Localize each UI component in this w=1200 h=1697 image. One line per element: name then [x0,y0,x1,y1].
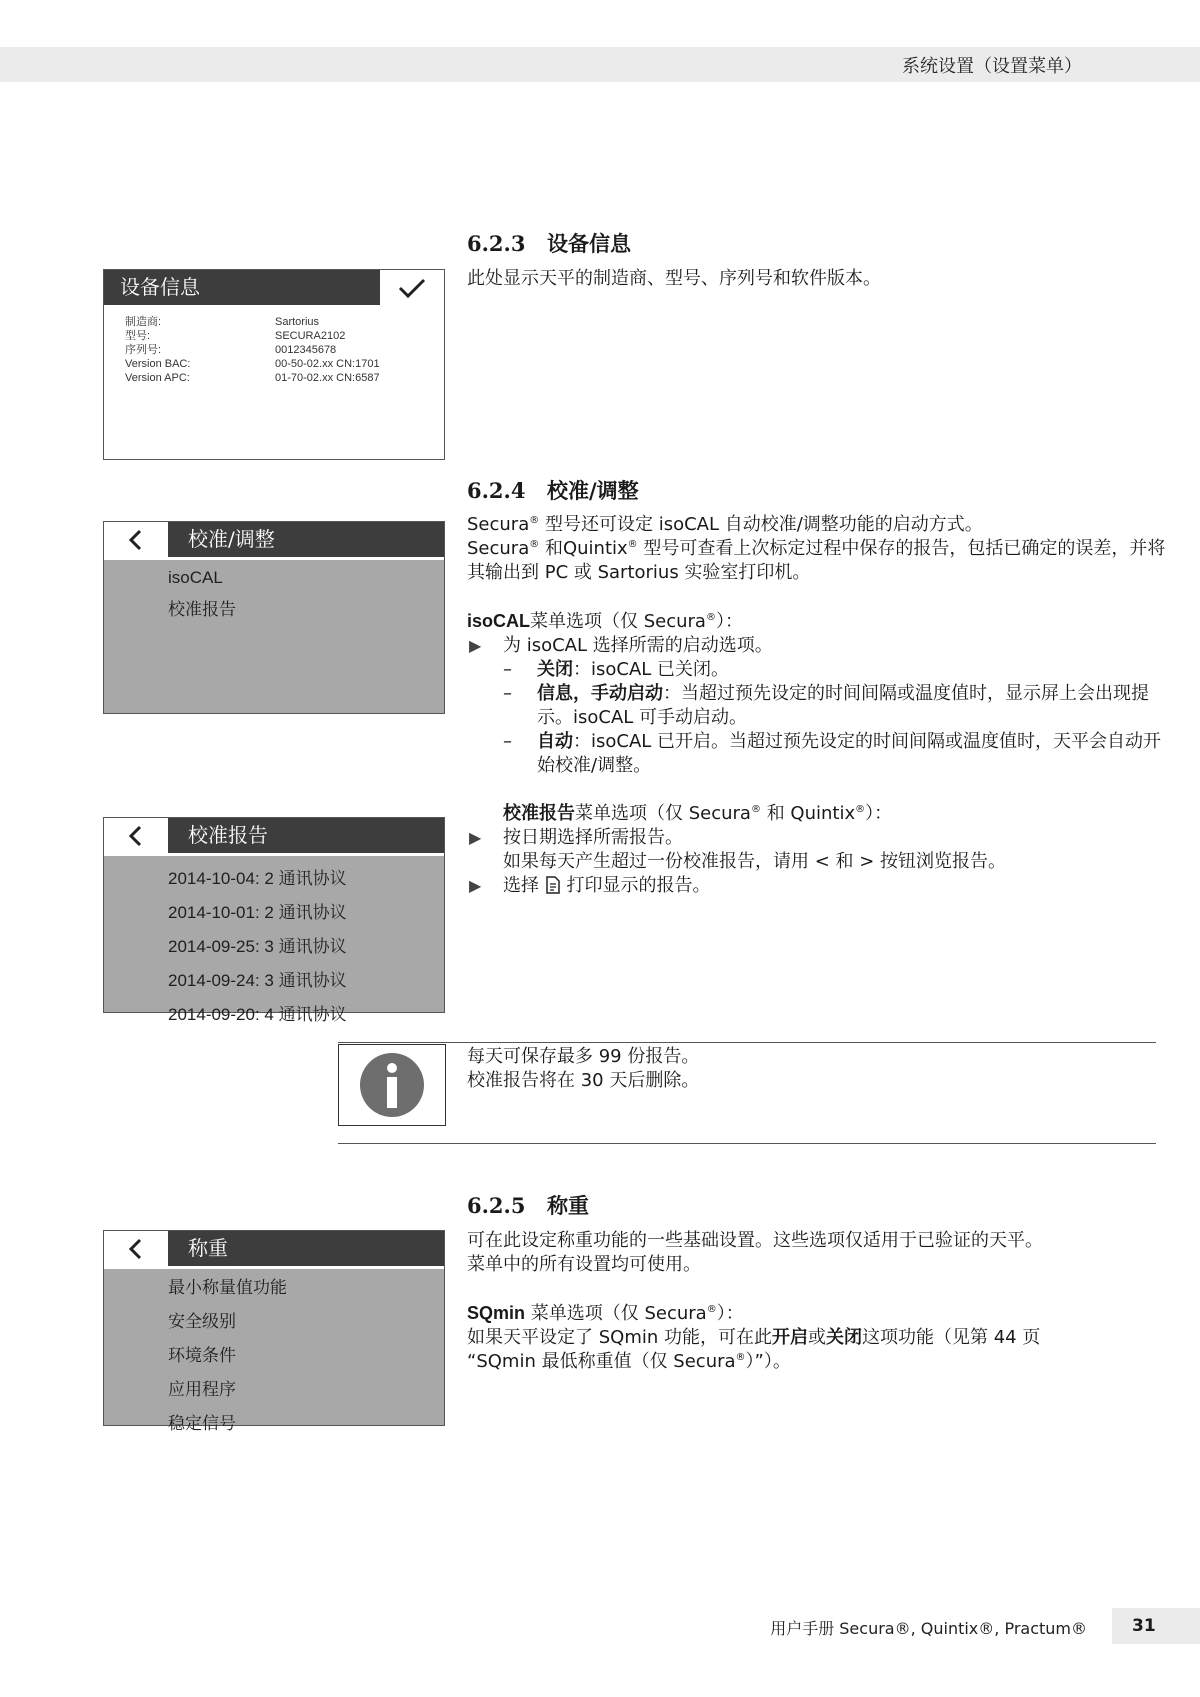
text: ：isoCAL 已开启。当超过预先设定的时间间隔或温度值时，天平会自动开始校准/调整。 [537,731,1162,776]
weighing-screen [103,1230,445,1434]
text: 关闭 [825,1327,862,1348]
info-key: Version BAC: [125,358,191,370]
text: Secura [467,538,530,559]
menu-item[interactable]: 2014-10-01: 2 通讯协议 [168,903,347,922]
registered-mark: ® [750,804,761,815]
paragraph: 如果每天产生超过一份校准报告，请用 < 和 > 按钮浏览报告。 [503,851,1007,872]
menu-item[interactable]: 2014-09-25: 3 通讯协议 [168,937,347,956]
info-row [125,343,380,357]
info-key: 序列号: [125,344,162,356]
text: 和Quintix [539,538,628,559]
menu-item[interactable]: 最小称量值功能 [168,1278,287,1298]
text: 自动 [537,731,573,752]
paragraph: 可在此设定称重功能的一些基础设置。这些选项仅适用于已验证的天平。 [467,1230,1043,1251]
bullet-item [467,874,1167,898]
info-row [125,357,380,371]
menu-item[interactable]: 应用程序 [168,1380,236,1400]
section-heading-623 [467,228,631,258]
section-number: 6.2.4 [467,478,526,503]
text: 关闭 [537,659,573,680]
paragraph: 此处显示天平的制造商、型号、序列号和软件版本。 [467,268,881,289]
section-number: 6.2.5 [467,1193,526,1218]
menu-item[interactable]: 2014-09-24: 3 通讯协议 [168,971,347,990]
section-text-625 [467,1229,1167,1374]
print-icon [545,876,561,894]
text: Secura [467,514,530,535]
calibration-report-screen [103,817,445,1024]
text: 菜单选项（仅 Secura [575,803,751,824]
section-text-623 [467,267,1167,291]
paragraph [467,513,1167,537]
text: 菜单选项（仅 Secura [525,1303,707,1324]
text: 型号还可设定 isoCAL 自动校准/调整功能的启动方式。 [539,514,983,535]
info-icon [359,1052,425,1118]
text: 菜单选项（仅 Secura [530,611,706,632]
registered-mark: ® [705,612,716,623]
info-note-text [467,1045,699,1093]
note-divider-bottom [338,1143,1156,1144]
registered-mark: ® [855,804,866,815]
text: 为 isoCAL 选择所需的启动选项。 [503,635,773,656]
info-row [125,371,380,385]
section-title: 校准/调整 [547,478,639,503]
screen-title: 校准/调整 [168,522,444,557]
info-row [125,329,380,343]
dash-item: – 自动：isoCAL 已开启。当超过预先设定的时间间隔或温度值时，天平会自动开始校准/调整。 [503,731,1162,776]
bullet-triangle-icon: ▶ [469,636,482,655]
note-divider-top [338,1042,1156,1043]
menu-item[interactable]: 校准报告 [168,600,236,620]
paragraph [467,1350,1167,1374]
dash-item: – 信息，手动启动：当超过预先设定的时间间隔或温度值时，显示屏上会出现提示。isoCAL 可手动启动。 [503,683,1149,728]
note-line: 校准报告将在 30 天后删除。 [467,1070,700,1091]
device-info-table [125,315,380,385]
info-value: Sartorius [275,316,320,328]
text: ）： [715,611,743,632]
bullet-item [467,826,1167,850]
paragraph [467,1301,1167,1326]
bullet-item [467,634,1167,658]
text: ）： [716,1303,744,1324]
text: 打印显示的报告。 [560,875,711,896]
menu-list [104,557,444,713]
section-text-624 [467,513,1167,898]
back-button[interactable] [104,818,168,853]
info-key: 制造商: [125,316,162,328]
text: ：当超过预先设定的时间间隔或温度值时，显示屏上会出现提示。isoCAL 可手动启动。 [537,683,1149,728]
paragraph [467,609,1167,634]
text: 和 Quintix [760,803,856,824]
info-note-icon-box [338,1044,446,1126]
section-title: 称重 [547,1193,589,1218]
text: 选择 [503,875,545,896]
paragraph [467,802,1167,826]
menu-list [104,1266,444,1434]
text: 按日期选择所需报告。 [503,827,683,848]
section-heading-624 [467,475,639,505]
header-title: 系统设置（设置菜单） [902,56,1082,77]
page-number: 31 [1112,1608,1200,1644]
text: 型号可查看上次标定过程中保存的报告，包括已确定的误差，并将其输出到 PC 或 Sartorius 实验室打印机。 [467,538,1166,583]
text: “SQmin 最低称重值（仅 Secura [467,1351,736,1372]
menu-item[interactable]: 2014-10-04: 2 通讯协议 [168,869,347,888]
back-button[interactable] [104,1231,168,1266]
registered-mark: ® [529,515,540,526]
section-number: 6.2.3 [467,231,526,256]
screen-title: 称重 [168,1231,444,1266]
section-title: 设备信息 [547,231,631,256]
screen-title: 校准报告 [168,818,444,853]
text: ：isoCAL 已关闭。 [573,659,730,680]
info-key: Version APC: [125,372,190,384]
section-heading-625 [467,1190,589,1220]
text: isoCAL [467,611,530,631]
menu-item[interactable]: 环境条件 [168,1346,236,1366]
registered-mark: ® [627,539,638,550]
confirm-button[interactable] [380,270,444,305]
text: 信息，手动启动 [537,683,663,704]
text: SQmin [467,1303,526,1323]
chevron-left-icon [128,825,144,847]
dash-item: – 关闭：isoCAL 已关闭。 [503,659,730,680]
registered-mark: ® [529,539,540,550]
text: ）： [865,803,893,824]
info-key: 型号: [125,330,151,342]
text: 开启 [771,1327,808,1348]
info-value: 01-70-02.xx CN:6587 [275,372,380,384]
menu-item[interactable]: 稳定信号 [168,1414,236,1434]
menu-item[interactable]: isoCAL [168,568,223,587]
info-row [125,315,380,329]
text: 校准报告 [503,803,575,824]
paragraph [467,537,1167,585]
menu-item[interactable]: 2014-09-20: 4 通讯协议 [168,1005,347,1024]
calibration-screen [103,521,445,714]
bullet-triangle-icon: ▶ [469,876,482,895]
note-line: 每天可保存最多 99 份报告。 [467,1046,700,1067]
checkmark-icon [398,277,426,299]
chevron-left-icon [128,1238,144,1260]
info-value: SECURA2102 [275,330,346,342]
screen-title: 设备信息 [104,270,396,305]
page-header [0,47,1200,82]
registered-mark: ® [706,1304,717,1315]
paragraph [467,1326,1167,1350]
report-list [104,853,444,1024]
bullet-triangle-icon: ▶ [469,828,482,847]
info-value: 0012345678 [275,344,337,356]
text: 这项功能（见第 44 页 [861,1327,1041,1348]
text: ）”）。 [745,1351,791,1372]
menu-item[interactable]: 安全级别 [168,1312,236,1332]
footer-text: 用户手册 Secura®, Quintix®, Practum® [770,1619,1087,1638]
registered-mark: ® [735,1352,746,1363]
device-info-screen [103,269,445,460]
back-button[interactable] [104,522,168,557]
text: 或 [807,1327,826,1348]
text: 如果天平设定了 SQmin 功能，可在此 [467,1327,772,1348]
info-value: 00-50-02.xx CN:1701 [275,358,380,370]
chevron-left-icon [128,529,144,551]
paragraph: 菜单中的所有设置均可使用。 [467,1254,701,1275]
